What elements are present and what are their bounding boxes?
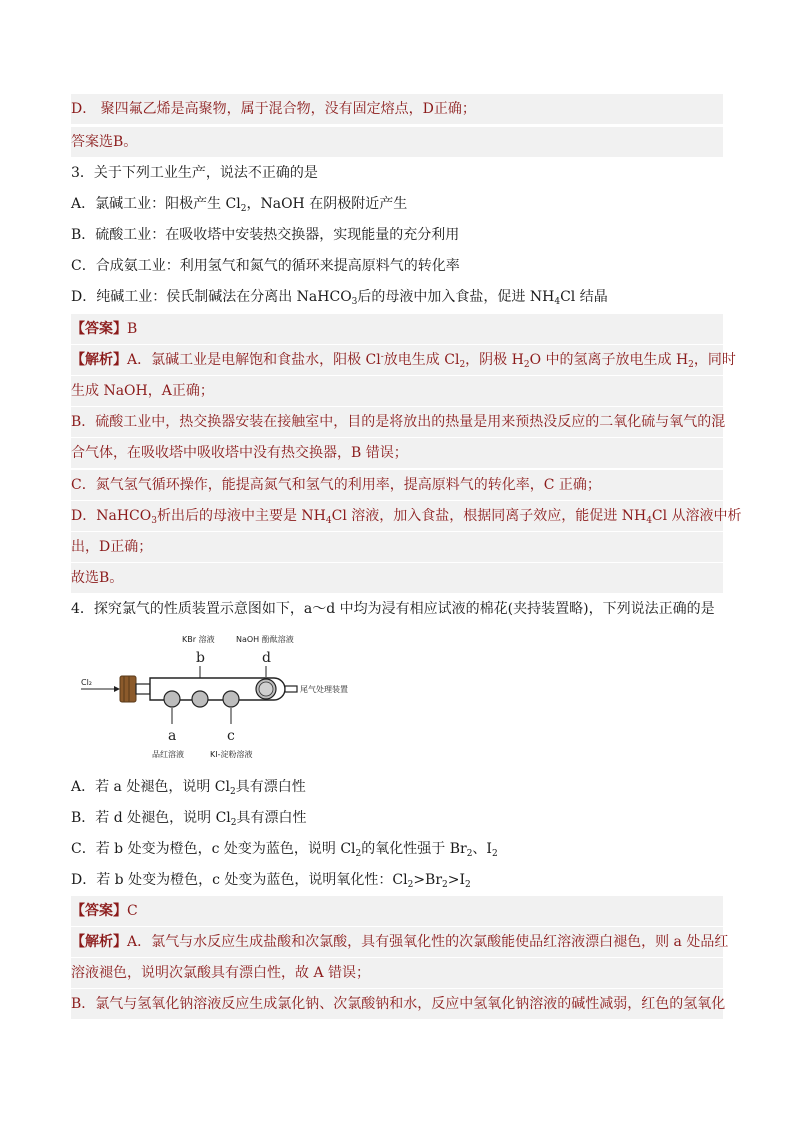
q3-analysis-a-line1: 【解析】A．氯碱工业是电解饱和食盐水，阳极 Cl-放电生成 $Cl_2$，阴极 $H_2O$ 中的氢离子放电生成 $H_2$，同时 [71, 345, 723, 375]
label-tail-gas: 尾气处理装置 [300, 685, 348, 694]
q4-option-c: C．若 b 处变为橙色，c 处变为蓝色，说明 $Cl_2$的氧化性强于 $Br_2$、$I_2$ [71, 841, 498, 859]
q4-analysis-b-line1: B．氯气与氢氧化钠溶液反应生成氯化钠、次氯酸钠和水，反应中氢氧化钠溶液的碱性减弱，红色的氢氧化 [71, 989, 723, 1019]
stopper [120, 676, 136, 702]
cotton-a [164, 691, 180, 707]
apparatus-diagram [76, 632, 366, 764]
q4-option-b: B．若 d 处褪色，说明 $Cl_2$具有漂白性 [71, 810, 307, 828]
q4-option-d: D．若 b 处变为橙色，c 处变为蓝色，说明氧化性：$Cl_2>Br_2>I_2$ [71, 872, 471, 890]
label-ki-starch: KI-淀粉溶液 [210, 750, 253, 759]
letter-a: a [168, 728, 177, 744]
q4-answer: 【答案】C [71, 896, 723, 926]
q4-option-a: A．若 a 处褪色，说明 $Cl_2$具有漂白性 [71, 779, 306, 797]
prev-answer-conclusion: 答案选B。 [71, 127, 723, 157]
q3-stem: 3．关于下列工业生产，说法不正确的是 [71, 165, 318, 181]
label-cl2-inlet: Cl₂ [81, 678, 93, 687]
letter-b: b [196, 650, 205, 666]
label-naoh: NaOH 酚酞溶液 [236, 635, 294, 644]
letter-d: d [262, 650, 271, 666]
prev-answer-option-d: D． 聚四氟乙烯是高聚物，属于混合物，没有固定熔点，D正确； [71, 94, 723, 124]
q3-option-a: A．氯碱工业：阳极产生 $Cl_2$，NaOH 在阴极附近产生 [71, 196, 408, 214]
q3-conclusion: 故选B。 [71, 563, 723, 593]
q3-analysis-d-line2: 出，D正确； [71, 532, 723, 562]
label-pinhong: 品红溶液 [152, 750, 184, 759]
q3-answer: 【答案】B [71, 314, 723, 344]
q3-analysis-b-line1: B．硫酸工业中，热交换器安装在接触室中，目的是将放出的热量是用来预热没反应的二氧化硫与氧气的混 [71, 407, 723, 437]
q3-option-c: C．合成氨工业：利用氢气和氮气的循环来提高原料气的转化率 [71, 258, 460, 274]
label-kbr: KBr 溶液 [182, 635, 215, 644]
q4-analysis-a-line1: 【解析】A．氯气与水反应生成盐酸和次氯酸，具有强氧化性的次氯酸能使品红溶液漂白褪色，则 a 处品红 [71, 927, 723, 957]
q3-analysis-a-line2: 生成 NaOH，A正确； [71, 376, 723, 406]
q3-analysis-b-line2: 合气体，在吸收塔中吸收塔中没有热交换器，B 错误； [71, 438, 723, 468]
q3-option-d: D．纯碱工业：侯氏制碱法在分离出 NaHCO$_3$后的母液中加入食盐，促进 $NH_4Cl$ 结晶 [71, 289, 608, 307]
letter-c: c [227, 728, 235, 744]
q4-stem: 4．探究氯气的性质装置示意图如下，a～d 中均为浸有相应试液的棉花(夹持装置略)，下列说法正确的是 [71, 601, 715, 617]
cotton-c [223, 691, 239, 707]
q4-analysis-a-line2: 溶液褪色，说明次氯酸具有漂白性，故 A 错误； [71, 958, 723, 988]
q3-option-b: B．硫酸工业：在吸收塔中安装热交换器，实现能量的充分利用 [71, 227, 460, 243]
q3-analysis-d-line1: D．NaHCO$_3$析出后的母液中主要是 $NH_4Cl$ 溶液，加入食盐，根据同离子效应，能促进 $NH_4Cl$ 从溶液中析 [71, 501, 723, 531]
q3-analysis-c: C．氮气氢气循环操作，能提高氮气和氢气的利用率，提高原料气的转化率，C 正确； [71, 470, 723, 500]
cotton-b [192, 691, 208, 707]
